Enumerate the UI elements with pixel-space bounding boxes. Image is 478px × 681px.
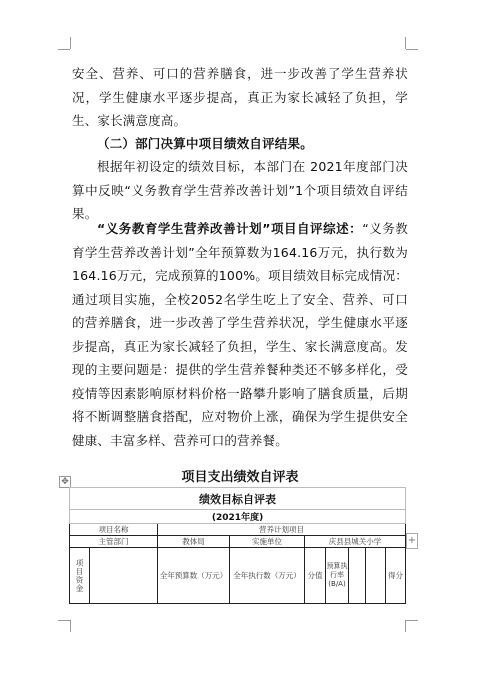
paragraph-1: 安全、营养、可口的营养膳食，进一步改善了学生营养状况，学生健康水平逐步提高，真正为家长减轻了负担，学生、家长满意度高。	[72, 66, 408, 128]
crop-mark-bottom-left	[58, 620, 70, 621]
funds-blank-cell[interactable]	[90, 548, 158, 604]
funds-label: 项目资金	[70, 548, 90, 604]
table-move-handle[interactable]: ✥	[59, 476, 71, 488]
score-label: 分值	[305, 548, 326, 604]
annual-exec-label: 全年执行数（万元）	[230, 548, 305, 604]
table-heading: 项目支出绩效自评表	[181, 470, 299, 485]
paragraph-3	[72, 217, 408, 452]
blank-cell[interactable]	[366, 548, 386, 604]
unit-label: 实施单位	[230, 536, 305, 548]
dept-label: 主管部门	[70, 536, 158, 548]
paragraph-2: 根据年初设定的绩效目标，本部门在 2021年度部门决算中反映“义务教育学生营养改善计划”1个项目绩效自评结果。	[72, 159, 408, 221]
crop-mark-top-right	[406, 49, 418, 50]
crop-mark-top-left	[58, 49, 70, 50]
dept-value[interactable]: 教体局	[158, 536, 230, 548]
exec-rate-label: 预算执行率(B/A)	[326, 548, 349, 604]
paragraph-3-lead: “义务教育学生营养改善计划”项目自评综述：	[97, 221, 363, 236]
score-header: 得分	[386, 548, 406, 604]
add-column-handle[interactable]: +	[406, 533, 418, 549]
crop-mark-top-left	[70, 37, 71, 49]
crop-mark-bottom-right	[406, 620, 418, 621]
crop-mark-bottom-left	[70, 620, 71, 632]
performance-table	[69, 487, 406, 604]
crop-mark-top-right	[405, 37, 406, 49]
paragraph-3-body: “义务教育学生营养改善计划”全年预算数为164.16万元，执行数为164.16万元，完成预算的100%。项目绩效目标完成情况：通过项目实施，全校2052名学生吃上了安全、营养、可口的营养膳食，进一步改善了学生营养状况，学生健康水平逐步提高，真正为家长减轻了负担，学生、家长满意度高。发现的主要问题是：提供的学生营养餐种类还不够多样化，受疫情等因素影响原材料价格一路攀升影响了膳食质量，后期将不断调整膳食搭配，应对物价上涨，确保为学生提供安全健康、丰富多样、营养可口的营养餐。	[72, 221, 408, 448]
table-title-cell: 绩效目标自评表	[70, 488, 406, 510]
blank-cell[interactable]	[349, 548, 366, 604]
unit-value[interactable]: 庆县县城关小学	[305, 536, 406, 548]
table-year-cell: (2021年度)	[70, 510, 406, 524]
project-name-label: 项目名称	[70, 524, 158, 536]
section-heading: （二）部门决算中项目绩效自评结果。	[97, 136, 313, 151]
project-name-value[interactable]: 营养计划项目	[158, 524, 406, 536]
annual-budget-label: 全年预算数（万元）	[158, 548, 230, 604]
crop-mark-bottom-right	[405, 620, 406, 632]
